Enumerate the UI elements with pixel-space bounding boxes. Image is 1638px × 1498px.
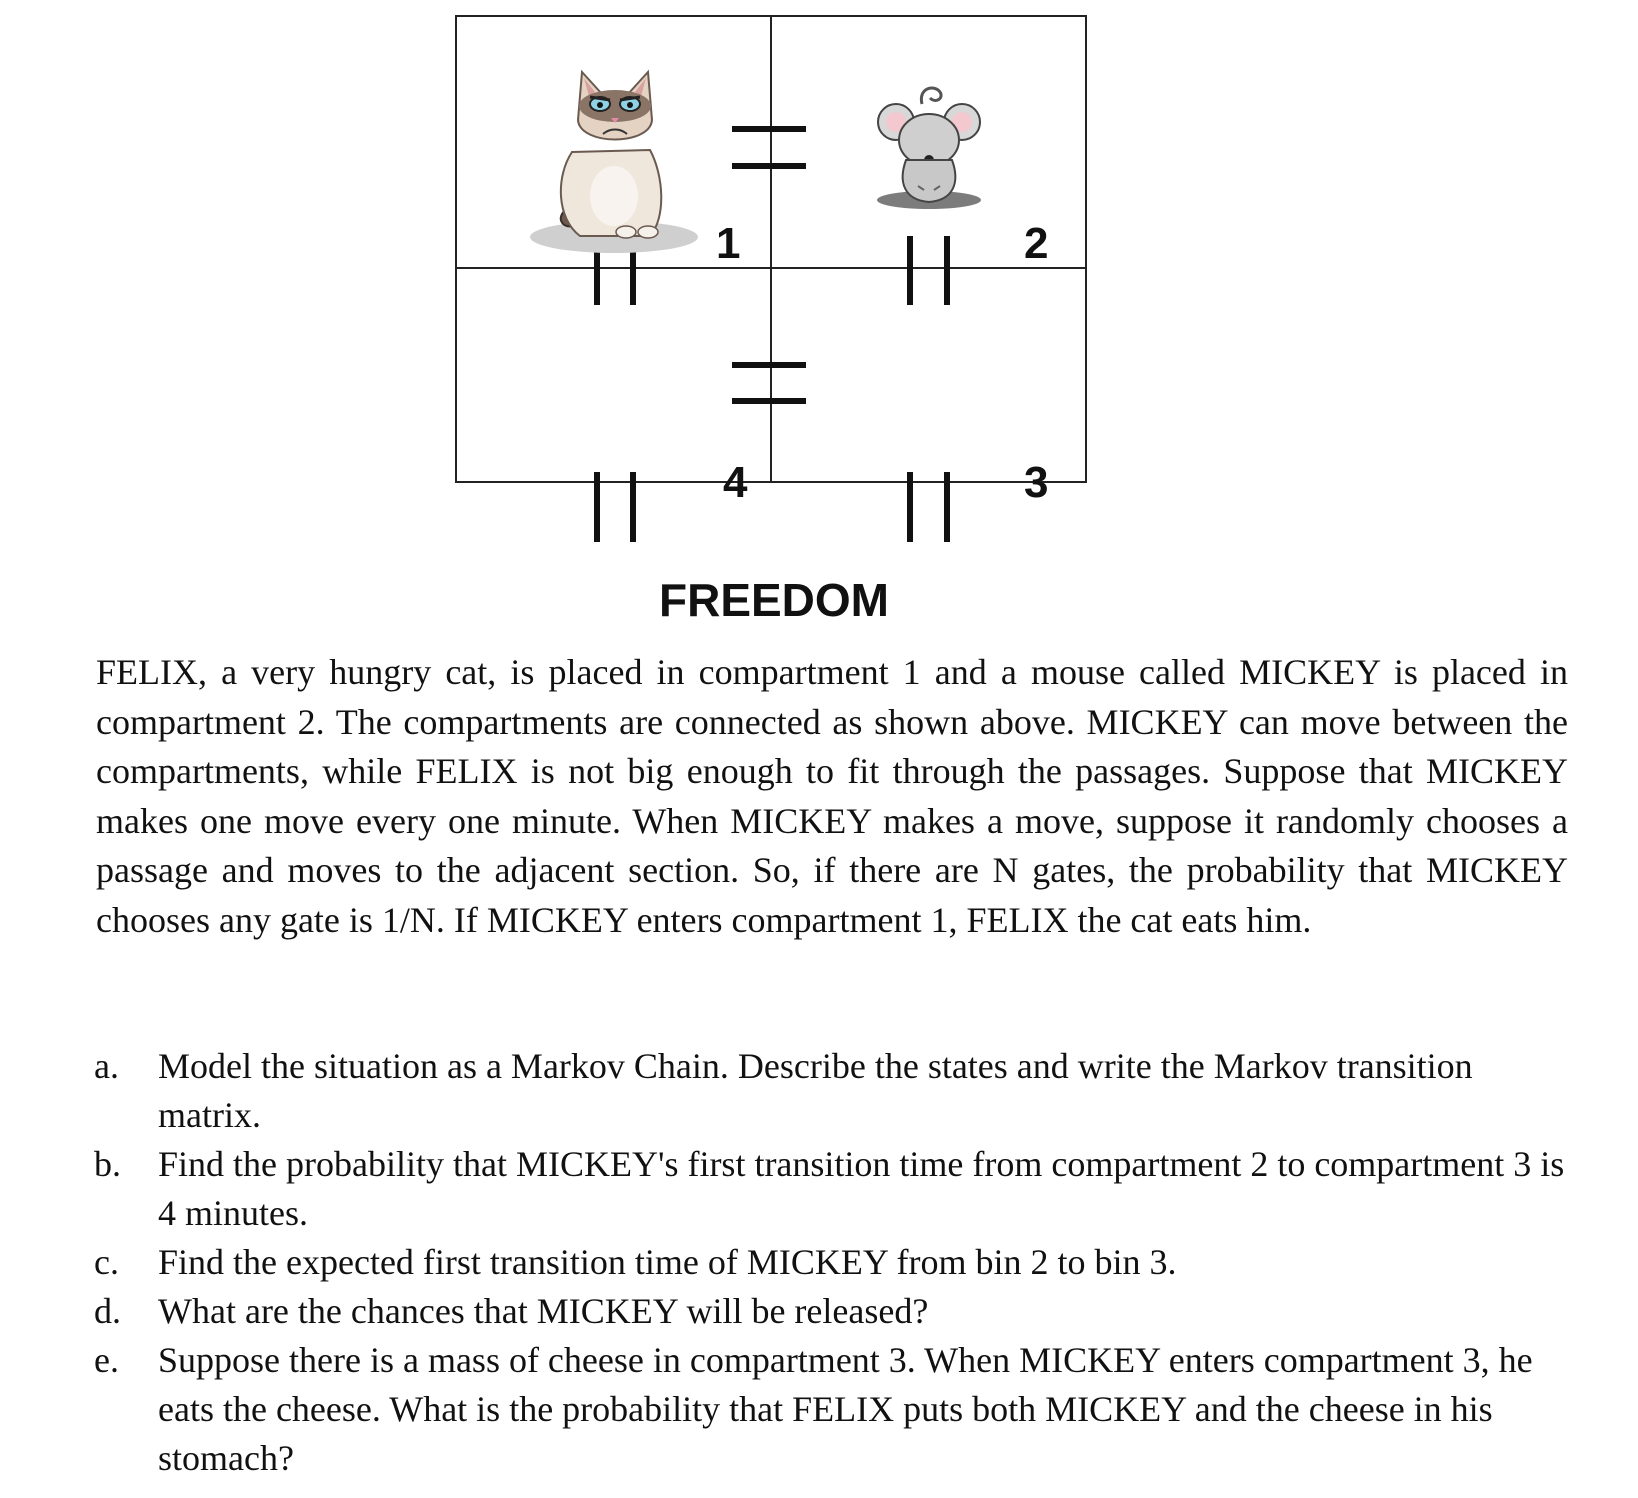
question-marker: b. xyxy=(94,1144,121,1184)
compartment-diagram xyxy=(0,0,1638,600)
question-text: Find the expected first transition time of MICKEY from bin 2 to bin 3. xyxy=(158,1242,1177,1282)
problem-statement: FELIX, a very hungry cat, is placed in compartment 1 and a mouse called MICKEY is placed in compartment 2. The compartments are connected as shown above. MICKEY can move between the compartments, while FELIX is not big enough to fit through the passages. Suppose that MICKEY makes one move every one minute. When MICKEY makes a move, suppose it randomly chooses a passage and moves to the adjacent section. So, if there are N gates, the probability that MICKEY chooses any gate is 1/N. If MICKEY enters compartment 1, FELIX the cat eats him. xyxy=(96,652,1568,940)
mouse-icon xyxy=(877,88,981,209)
cat-icon xyxy=(530,72,698,253)
question-b xyxy=(94,1140,1584,1238)
gate-4-3 xyxy=(732,362,806,404)
compartment-label-2: 2 xyxy=(1024,219,1049,268)
compartment-grid xyxy=(456,16,1086,482)
compartment-label-1: 1 xyxy=(716,219,741,268)
question-text: Find the probability that MICKEY's first transition time from compartment 2 to compartment 3 is 4 minutes. xyxy=(158,1144,1565,1233)
question-marker: a. xyxy=(94,1046,119,1086)
question-marker: d. xyxy=(94,1291,121,1331)
question-text: What are the chances that MICKEY will be released? xyxy=(158,1291,929,1331)
question-text: Suppose there is a mass of cheese in compartment 3. When MICKEY enters compartment 3, he eats the cheese. What is the probability that FELIX puts both MICKEY and the cheese in his stomach? xyxy=(158,1340,1533,1478)
question-c xyxy=(94,1238,1584,1287)
question-d xyxy=(94,1287,1584,1336)
question-a xyxy=(94,1042,1584,1140)
question-marker: c. xyxy=(94,1242,119,1282)
question-text: Model the situation as a Markov Chain. Describe the states and write the Markov transition matrix. xyxy=(158,1046,1473,1135)
gate-1-2 xyxy=(732,126,806,169)
gate-2-3 xyxy=(907,236,950,305)
compartment-label-4: 4 xyxy=(723,458,748,507)
freedom-label: FREEDOM xyxy=(659,574,889,626)
question-list xyxy=(94,1042,1584,1483)
compartment-label-3: 3 xyxy=(1024,458,1049,507)
question-e xyxy=(94,1336,1584,1483)
question-marker: e. xyxy=(94,1340,119,1380)
